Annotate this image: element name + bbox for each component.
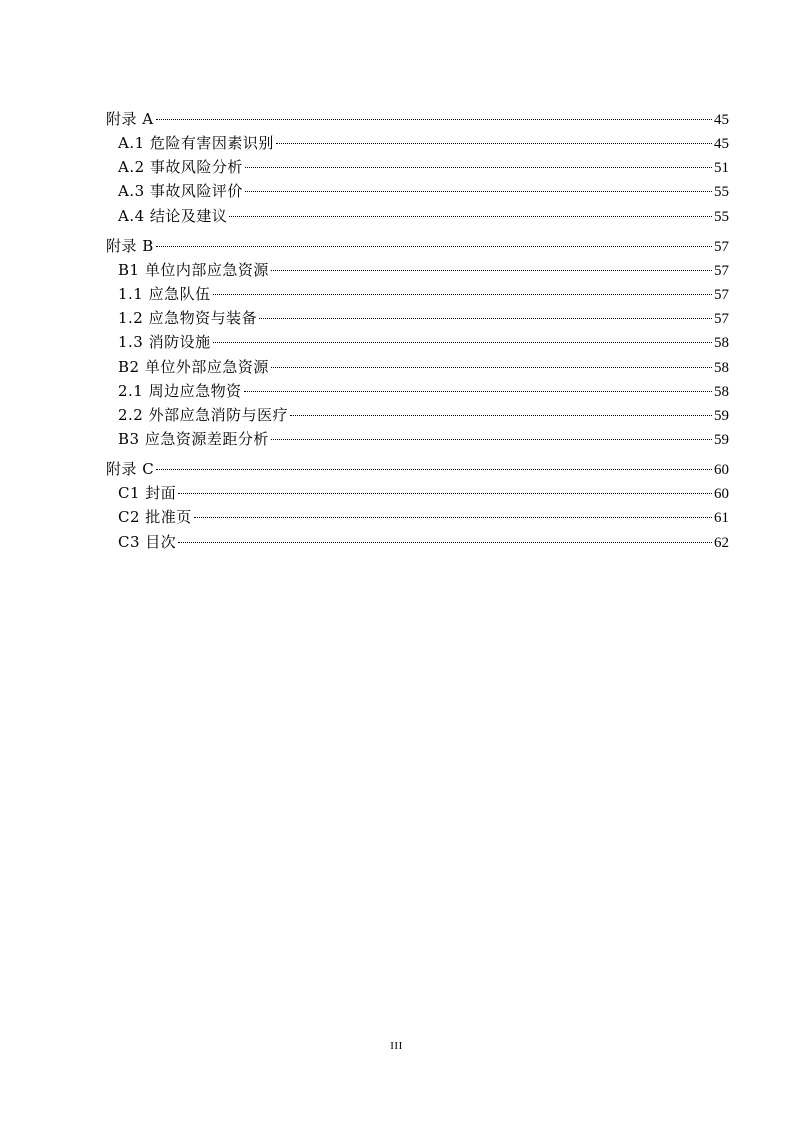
toc-entry-label: C3 目次 bbox=[118, 532, 177, 551]
toc-entry-page: 60 bbox=[714, 462, 729, 479]
toc-entry-page: 58 bbox=[714, 383, 729, 400]
toc-entry[interactable] bbox=[106, 330, 729, 354]
toc-entry-page: 57 bbox=[714, 262, 729, 279]
toc-dot-leader bbox=[213, 294, 712, 295]
toc-entry-label: 2.1 周边应急物资 bbox=[118, 381, 242, 400]
toc-dot-leader bbox=[156, 246, 712, 247]
toc-dot-leader bbox=[213, 342, 712, 343]
toc-dot-leader bbox=[178, 493, 712, 494]
toc-entry[interactable] bbox=[106, 234, 729, 258]
toc-entry-label: B3 应急资源差距分析 bbox=[118, 430, 269, 449]
toc-entry-label: 附录 C bbox=[106, 460, 155, 479]
toc-dot-leader bbox=[276, 143, 712, 144]
toc-dot-leader bbox=[194, 517, 712, 518]
toc-entry-label: 附录 A bbox=[106, 110, 154, 128]
toc-dot-leader bbox=[259, 318, 712, 319]
toc-entry-label: A.3 事故风险评价 bbox=[118, 182, 243, 201]
toc-entry-page: 62 bbox=[714, 534, 729, 551]
toc-entry-page: 57 bbox=[714, 286, 729, 303]
toc-entry[interactable] bbox=[106, 282, 729, 306]
toc-entry-page: 58 bbox=[714, 359, 729, 376]
toc-entry[interactable] bbox=[106, 155, 729, 179]
toc-entry[interactable] bbox=[106, 107, 729, 131]
toc-entry[interactable] bbox=[106, 403, 729, 427]
toc-entry[interactable] bbox=[106, 457, 729, 481]
table-of-contents bbox=[106, 107, 729, 554]
toc-entry-label: 1.1 应急队伍 bbox=[118, 284, 211, 303]
toc-entry-page: 55 bbox=[714, 208, 729, 225]
toc-entry[interactable] bbox=[106, 131, 729, 155]
toc-dot-leader bbox=[229, 216, 712, 217]
toc-entry[interactable] bbox=[106, 530, 729, 554]
toc-entry-page: 55 bbox=[714, 184, 729, 201]
toc-entry-label: C1 封面 bbox=[118, 484, 177, 503]
toc-entry-label: A.2 事故风险分析 bbox=[118, 158, 243, 177]
toc-entry-label: 附录 B bbox=[106, 236, 154, 255]
toc-dot-leader bbox=[244, 391, 712, 392]
toc-entry-label: 1.2 应急物资与装备 bbox=[118, 309, 258, 328]
toc-entry[interactable] bbox=[106, 355, 729, 379]
toc-dot-leader bbox=[156, 119, 712, 120]
toc-entry-label: C2 批准页 bbox=[118, 508, 192, 527]
page-number: III bbox=[390, 1040, 403, 1052]
toc-entry-page: 51 bbox=[714, 160, 729, 177]
toc-dot-leader bbox=[178, 542, 712, 543]
toc-dot-leader bbox=[290, 415, 712, 416]
toc-entry[interactable] bbox=[106, 204, 729, 228]
toc-entry-label: A.1 危险有害因素识别 bbox=[118, 134, 274, 152]
toc-entry[interactable] bbox=[106, 379, 729, 403]
toc-dot-leader bbox=[156, 469, 712, 470]
toc-entry[interactable] bbox=[106, 427, 729, 451]
toc-entry[interactable] bbox=[106, 505, 729, 529]
toc-entry[interactable] bbox=[106, 481, 729, 505]
toc-entry[interactable] bbox=[106, 258, 729, 282]
toc-dot-leader bbox=[271, 367, 712, 368]
toc-entry-page: 60 bbox=[714, 486, 729, 503]
toc-dot-leader bbox=[271, 439, 712, 440]
toc-entry-page: 57 bbox=[714, 238, 729, 255]
toc-dot-leader bbox=[245, 167, 712, 168]
toc-entry-label: 1.3 消防设施 bbox=[118, 333, 211, 352]
toc-entry-page: 45 bbox=[714, 112, 729, 128]
toc-entry-page: 58 bbox=[714, 335, 729, 352]
toc-dot-leader bbox=[271, 270, 712, 271]
toc-entry-page: 59 bbox=[714, 407, 729, 424]
toc-entry-page: 59 bbox=[714, 432, 729, 449]
toc-entry-label: B2 单位外部应急资源 bbox=[118, 357, 269, 376]
toc-entry-page: 57 bbox=[714, 311, 729, 328]
toc-entry[interactable] bbox=[106, 306, 729, 330]
toc-entry-label: B1 单位内部应急资源 bbox=[118, 260, 269, 279]
toc-entry[interactable] bbox=[106, 179, 729, 203]
toc-entry-page: 61 bbox=[714, 510, 729, 527]
toc-entry-page: 45 bbox=[714, 136, 729, 152]
toc-dot-leader bbox=[245, 191, 712, 192]
toc-entry-label: 2.2 外部应急消防与医疗 bbox=[118, 405, 289, 424]
toc-entry-label: A.4 结论及建议 bbox=[118, 206, 228, 225]
